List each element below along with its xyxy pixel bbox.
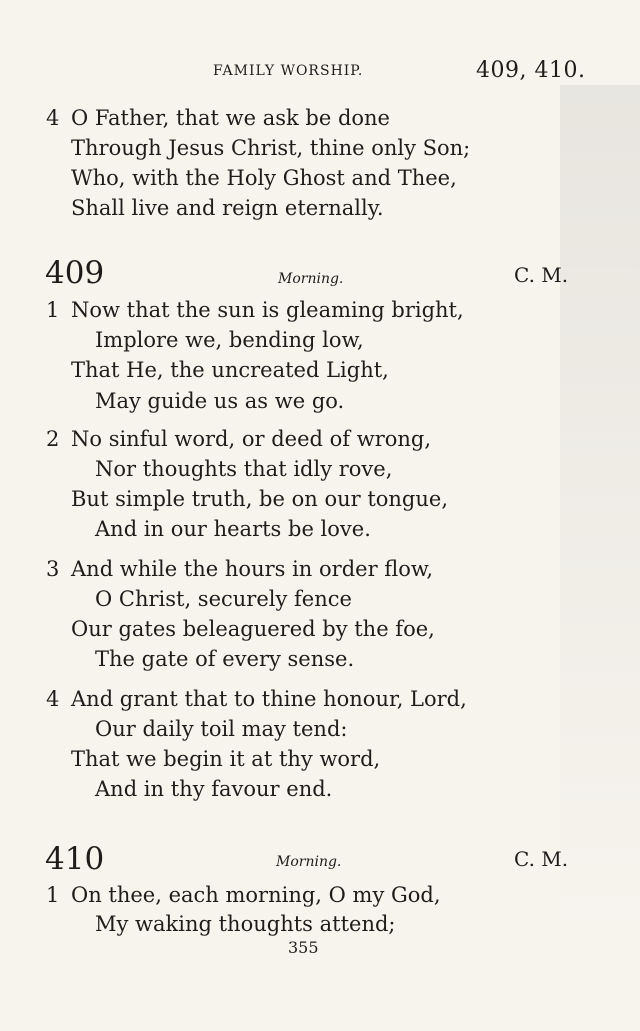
verse-line: Nor thoughts that idly rove, [95, 457, 393, 481]
verse-line: Our daily toil may tend: [95, 717, 348, 741]
verse-number: 2 [46, 427, 60, 451]
hymn-number: 410 [45, 841, 105, 877]
verse-line: But simple truth, be on our tongue, [71, 487, 449, 511]
verse-line: My waking thoughts attend; [95, 912, 396, 936]
show-through-shadow [560, 85, 640, 945]
verse-line: That we begin it at thy word, [71, 747, 381, 771]
verse-line: O Christ, securely fence [95, 587, 352, 611]
verse-line: And grant that to thine honour, Lord, [71, 687, 467, 711]
verse-line: The gate of every sense. [95, 647, 355, 671]
verse-line: May guide us as we go. [95, 389, 345, 413]
page-number: 355 [288, 938, 319, 957]
verse-line: On thee, each morning, O my God, [71, 883, 441, 907]
verse-number: 4 [46, 106, 60, 130]
tune-name: Morning. [278, 271, 344, 287]
running-header-title: FAMILY WORSHIP. [213, 63, 364, 79]
verse-line: That He, the uncreated Light, [71, 358, 389, 382]
verse-number: 3 [46, 557, 60, 581]
verse-number: 1 [46, 298, 60, 322]
verse-line: And in thy favour end. [95, 777, 333, 801]
verse-number: 4 [46, 687, 60, 711]
verse-line: Through Jesus Christ, thine only Son; [71, 136, 471, 160]
verse-line: No sinful word, or deed of wrong, [71, 427, 432, 451]
meter-label: C. M. [514, 263, 569, 287]
verse-line: Who, with the Holy Ghost and Thee, [71, 166, 457, 190]
verse-line: Implore we, bending low, [95, 328, 364, 352]
verse-line: And in our hearts be love. [95, 517, 371, 541]
verse-line: O Father, that we ask be done [71, 106, 390, 130]
hymn-number: 409 [45, 255, 105, 291]
verse-line: Now that the sun is gleaming bright, [71, 298, 464, 322]
meter-label: C. M. [514, 847, 569, 871]
verse-line: Shall live and reign eternally. [71, 196, 384, 220]
tune-name: Morning. [276, 854, 342, 870]
verse-line: Our gates beleaguered by the foe, [71, 617, 435, 641]
verse-line: And while the hours in order flow, [71, 557, 434, 581]
running-header-hymn-numbers: 409, 410. [476, 58, 586, 83]
verse-number: 1 [46, 883, 60, 907]
